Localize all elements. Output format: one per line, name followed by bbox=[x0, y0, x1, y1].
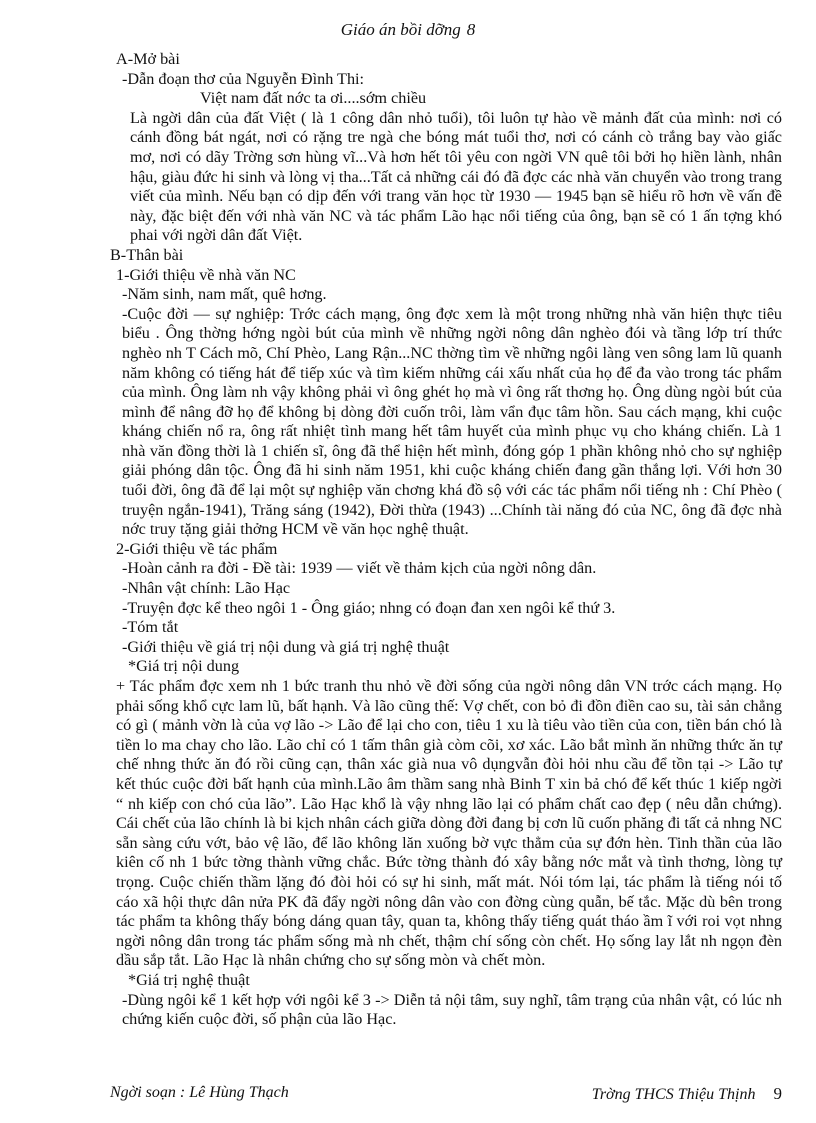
paragraph: -Tóm tắt bbox=[122, 618, 179, 637]
footer-right bbox=[592, 1084, 782, 1104]
paragraph: -Dẫn đoạn thơ của Nguyễn Đình Thi: bbox=[122, 69, 365, 88]
page-number: 9 bbox=[773, 1084, 782, 1103]
paragraph: -Hoàn cảnh ra đời - Đề tài: 1939 — viết về thảm kịch của ngời nông dân. bbox=[122, 559, 597, 578]
paragraph: -Nhân vật chính: Lão Hạc bbox=[122, 579, 291, 598]
header-title: Giáo án bồi dỡng bbox=[340, 20, 461, 39]
paragraph: -Giới thiệu về giá trị nội dung và giá trị nghệ thuật bbox=[122, 637, 450, 656]
document-body bbox=[110, 50, 782, 1030]
paragraph: -Dùng ngôi kể 1 kết hợp với ngôi kể 3 -> Diễn tả nội tâm, suy nghĩ, tâm trạng của nhân vật, có lúc nh chứng kiến cuộc đời, số phận của lão Hạc. bbox=[122, 990, 782, 1029]
subsection-heading: 1-Giới thiệu về nhà văn NC bbox=[116, 265, 296, 284]
footer-author: Ngời soạn : Lê Hùng Thạch bbox=[110, 1084, 289, 1101]
paragraph: Là ngời dân của đất Việt ( là 1 công dân nhỏ tuổi), tôi luôn tự hào về mảnh đất của mình: nơi có cánh đồng bát ngát, nơi có rặng tre ngà che bóng mát tuổi thơ, nơi có cánh cò trắng bay vào giấc mơ, nơi có dãy Trờng sơn hùng vĩ...Và hơn hết tôi yêu con ngời VN quê tôi bởi họ hiền lành, nhân hậu, giàu đức hi sinh và lòng vị tha...Tất cả những cái đó đã đợc các nhà văn chuyển vào trong trang viết của mình. Nếu bạn có dịp đến với trang văn học từ 1930 — 1945 bạn sẽ hiểu rõ hơn về vấn đề này, đặc biệt đến với nhà văn NC và tác phẩm Lão hạc nổi tiếng của ông, bạn sẽ có 1 ấn tợng khó phai với ngời dân đất Việt. bbox=[130, 108, 782, 245]
poem-line: Việt nam đất nớc ta ơi....sớm chiều bbox=[200, 89, 427, 108]
paragraph: -Truyện đợc kể theo ngôi 1 - Ông giáo; nhng có đoạn đan xen ngôi kể thứ 3. bbox=[122, 598, 616, 617]
footer-school: Trờng THCS Thiệu Thịnh bbox=[591, 1086, 756, 1103]
header-number: 8 bbox=[466, 20, 476, 39]
subsection-heading: 2-Giới thiệu về tác phẩm bbox=[116, 539, 278, 558]
content-value-heading: *Giá trị nội dung bbox=[128, 657, 240, 676]
art-value-heading: *Giá trị nghệ thuật bbox=[128, 970, 250, 989]
paragraph: -Cuộc đời — sự nghiệp: Trớc cách mạng, ông đợc xem là một trong những nhà văn hiện thực tiêu biểu . Ông thờng hớng ngòi bút của mình về những ngời nông dân nghèo đói và tầng lớp trí thức nghèo nh T Cách mõ, Chí Phèo, Lang Rận...NC thờng tìm về những ngôi làng ven sông lam lũ quanh năm không có tiếng hát để tiếp xúc và tìm kiếm những cái xấu nhất của họ để đa vào trong tác phẩm của mình. Ông làm nh vậy không phải vì ông ghét họ mà vì ông rất thơng họ. Ông dùng ngòi bút của mình để nâng đỡ họ để không bị dòng đời cuốn trôi, làm vẩn đục tâm hồn. Sau cách mạng, khi cuộc kháng chiến nổ ra, ông rất nhiệt tình mang hết tâm huyết của mình phục vụ cho kháng chiến. Là 1 nhà văn đồng thời là 1 chiến sĩ, ông đã thể hiện hết mình, đóng góp 1 phần không nhỏ cho sự nghiệp giải phóng dân tộc. Ông đã hi sinh năm 1951, khi cuộc kháng chiến đang gần thắng lợi. Với hơn 30 tuổi đời, ông đã để lại một sự nghiệp văn chơng khá đồ sộ với các tác phẩm nổi tiếng nh : Chí Phèo ( truyện ngắn-1941), Trăng sáng (1942), Đời thừa (1943) ...Chính tài năng đó của NC, ông đã đợc nhà nớc truy tặng giải thởng HCM về văn học nghệ thuật. bbox=[122, 304, 782, 539]
section-heading-b: B-Thân bài bbox=[110, 245, 184, 264]
section-heading-a: A-Mở bài bbox=[116, 50, 180, 68]
paragraph: + Tác phẩm đợc xem nh 1 bức tranh thu nhỏ về đời sống của ngời nông dân VN trớc cách mạng. Họ phải sống khổ cực lam lũ, bất hạnh. Và lão cũng thế: Vợ chết, con bỏ đi đồn điền cao su, tài sản chẳng có gì ( mảnh vờn là của vợ lão -> Lão để lại cho con, tiêu 1 xu là tiêu vào tiền của con, tiền bán chó là tiền lo ma chay cho lão. Lão chỉ có 1 tấm thân già còm cõi, xơ xác. Lão bắt mình ăn những thức ăn tự chế nhng thức ăn đó rồi cũng cạn, thân xác già nua vô dụngvẫn đòi hỏi nhu cầu để tồn tại -> Lão tự kết thúc cuộc đời bất hạnh của mình.Lão âm thầm sang nhà Binh T xin bả chó để kết thúc 1 kiếp ngời “ nh kiếp con chó của lão”. Lão Hạc khổ là vậy nhng lão lại có phẩm chất cao đẹp ( nêu dẫn chứng). Cái chết của lão chính là bi kịch nhân cách giữa dòng đời đang bị cơn lũ cuốn phăng đi tất cả nhng NC sẵn sàng cứu vớt, bảo vệ lão, để lão không lăn xuống bờ vực thẳm của sự đớn hèn. Tinh thần của lão kiên cố nh 1 bức tờng thành vững chắc. Bức tờng thành đó xây bằng nớc mắt và tình thơng, lòng tự trọng. Cuộc chiến thầm lặng đó đòi hỏi có sự hi sinh, mất mát. Nói tóm lại, tác phẩm là tiếng nói tố cáo xã hội thực dân nửa PK đã đẩy ngời nông dân vào con đờng cùng quẫn, bế tắc. Mặc dù bên trong tác phẩm ta không thấy bóng dáng quan tây, quan ta, không thấy tiếng quát tháo ầm ĩ với roi vọt nhng ngời nông dân trong tác phẩm sống mà nh chết, thậm chí sống còn chết. Họ sống lay lắt nh ngọn đèn dầu sắp tắt. Lão Hạc là nhân chứng cho sự sống mòn và chết mòn. bbox=[116, 677, 782, 970]
page-header bbox=[0, 20, 816, 40]
paragraph: -Năm sinh, nam mất, quê hơng. bbox=[122, 285, 327, 304]
